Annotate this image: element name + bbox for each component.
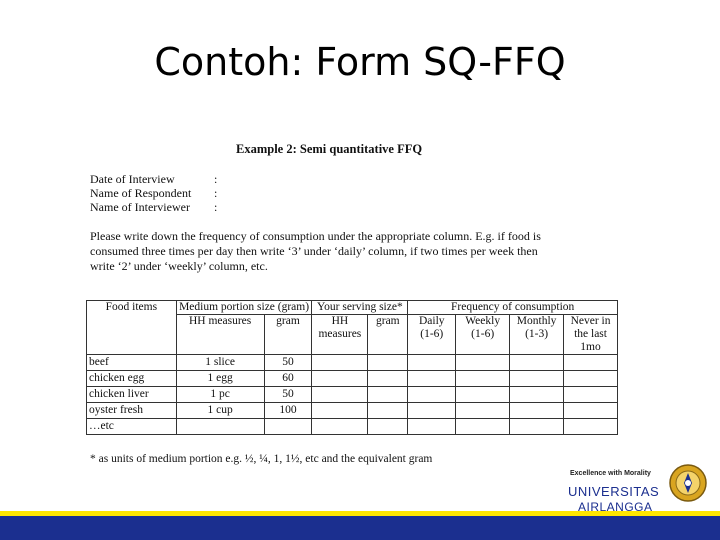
daily-cell[interactable] — [408, 355, 456, 371]
field-name-of-interviewer — [90, 200, 218, 215]
header-your-serving: Your serving size* — [312, 301, 408, 315]
serving-gram-cell[interactable] — [368, 387, 408, 403]
instructions — [90, 229, 590, 274]
header-frequency: Frequency of consumption — [408, 301, 618, 315]
never-cell[interactable] — [564, 387, 618, 403]
field-label: Date of Interview — [90, 172, 175, 186]
field-label: Name of Interviewer — [90, 200, 190, 214]
header-monthly — [510, 315, 564, 355]
logo-tagline: Excellence with Morality — [570, 470, 651, 477]
weekly-cell[interactable] — [456, 419, 510, 435]
field-label: Name of Respondent — [90, 186, 192, 200]
logo-university-line2: AIRLANGGA — [578, 500, 653, 514]
daily-cell[interactable] — [408, 387, 456, 403]
weekly-cell[interactable] — [456, 355, 510, 371]
daily-cell[interactable] — [408, 419, 456, 435]
serving-hh-cell[interactable] — [312, 387, 368, 403]
serving-hh-cell[interactable] — [312, 419, 368, 435]
table-row — [87, 403, 618, 419]
header-monthly-label: Monthly — [516, 315, 557, 327]
gram-cell: 100 — [264, 403, 312, 419]
header-weekly-label: Weekly — [465, 315, 501, 327]
field-separator: : — [214, 200, 218, 214]
document-heading: Example 2: Semi quantitative FFQ — [236, 142, 423, 156]
serving-gram-cell[interactable] — [368, 419, 408, 435]
instruction-line: Please write down the frequency of consumption under the appropriate column. E.g. if food is — [90, 229, 541, 243]
daily-cell[interactable] — [408, 403, 456, 419]
never-cell[interactable] — [564, 419, 618, 435]
hh-cell: 1 pc — [176, 387, 264, 403]
header-gram-serving: gram — [368, 315, 408, 355]
monthly-cell[interactable] — [510, 355, 564, 371]
serving-hh-cell[interactable] — [312, 355, 368, 371]
header-never: Never in the last 1mo — [564, 315, 618, 355]
serving-gram-cell[interactable] — [368, 355, 408, 371]
serving-hh-cell[interactable] — [312, 371, 368, 387]
weekly-cell[interactable] — [456, 371, 510, 387]
serving-gram-cell[interactable] — [368, 403, 408, 419]
footnote: * as units of medium portion e.g. ½, ¼, 1, 1½, etc and the equivalent gram — [90, 453, 433, 465]
footer-stripe-blue — [0, 516, 720, 540]
gram-cell — [264, 419, 312, 435]
instruction-line: write ‘2’ under ‘weekly’ column, etc. — [90, 259, 268, 273]
monthly-cell[interactable] — [510, 371, 564, 387]
field-date-of-interview — [90, 172, 218, 187]
header-monthly-range: (1-3) — [525, 328, 549, 340]
header-hh-measures: HH measures — [176, 315, 264, 355]
gram-cell: 50 — [264, 387, 312, 403]
monthly-cell[interactable] — [510, 403, 564, 419]
weekly-cell[interactable] — [456, 403, 510, 419]
instruction-line: consumed three times per day then write ‘3’ under ‘daily’ column, if two times per week then — [90, 244, 538, 258]
header-food-items: Food items — [87, 301, 177, 355]
hh-cell: 1 cup — [176, 403, 264, 419]
monthly-cell[interactable] — [510, 387, 564, 403]
table-row — [87, 371, 618, 387]
table-row — [87, 419, 618, 435]
field-separator: : — [214, 172, 218, 186]
logo-university-line1: UNIVERSITAS — [568, 484, 660, 499]
header-weekly-range: (1-6) — [471, 328, 495, 340]
ffq-table — [86, 300, 618, 435]
university-emblem-icon — [668, 463, 708, 503]
header-daily-label: Daily — [418, 315, 445, 327]
never-cell[interactable] — [564, 403, 618, 419]
header-daily — [408, 315, 456, 355]
food-cell: chicken egg — [87, 371, 177, 387]
header-gram: gram — [264, 315, 312, 355]
food-cell: chicken liver — [87, 387, 177, 403]
serving-gram-cell[interactable] — [368, 371, 408, 387]
daily-cell[interactable] — [408, 371, 456, 387]
field-separator: : — [214, 186, 218, 200]
monthly-cell[interactable] — [510, 419, 564, 435]
food-cell: …etc — [87, 419, 177, 435]
gram-cell: 50 — [264, 355, 312, 371]
food-cell: oyster fresh — [87, 403, 177, 419]
hh-cell: 1 egg — [176, 371, 264, 387]
never-cell[interactable] — [564, 355, 618, 371]
table-row — [87, 355, 618, 371]
header-medium-portion: Medium portion size (gram) — [176, 301, 312, 315]
weekly-cell[interactable] — [456, 387, 510, 403]
header-weekly — [456, 315, 510, 355]
table-row — [87, 387, 618, 403]
header-hh-measures-serving: HH measures — [312, 315, 368, 355]
gram-cell: 60 — [264, 371, 312, 387]
header-daily-range: (1-6) — [420, 328, 444, 340]
food-cell: beef — [87, 355, 177, 371]
field-name-of-respondent — [90, 186, 218, 201]
serving-hh-cell[interactable] — [312, 403, 368, 419]
slide-title: Contoh: Form SQ-FFQ — [154, 40, 566, 84]
never-cell[interactable] — [564, 371, 618, 387]
hh-cell — [176, 419, 264, 435]
hh-cell: 1 slice — [176, 355, 264, 371]
